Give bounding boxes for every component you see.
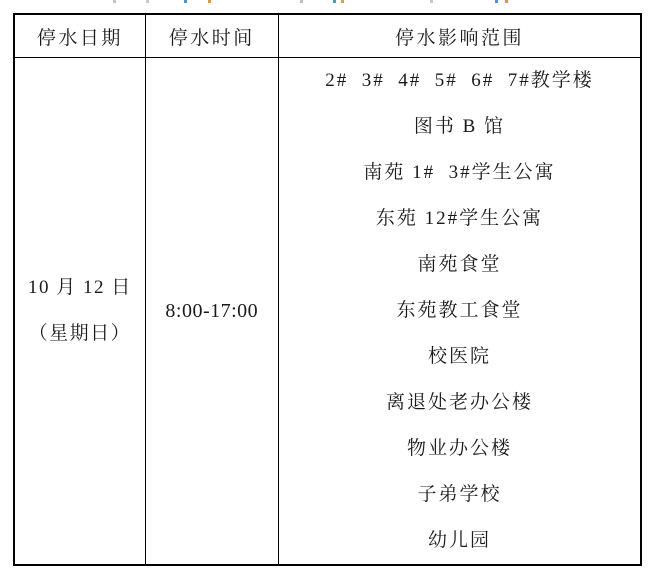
affected-area-line: 子弟学校 xyxy=(417,484,502,505)
header-outage-time: 停水时间 xyxy=(145,14,278,58)
affected-area-line: 校医院 xyxy=(427,346,491,367)
date-text: 10 月 12 日 xyxy=(27,277,132,298)
affected-area-line: 离退处老办公楼 xyxy=(385,392,533,413)
weekday-text: （星期日） xyxy=(28,323,132,344)
date-cell xyxy=(14,58,145,566)
affected-area-line: 物业办公楼 xyxy=(406,438,512,459)
table-header-row xyxy=(14,14,641,58)
affected-area-line: 图书 B 馆 xyxy=(413,116,506,137)
affected-area-line: 东苑教工食堂 xyxy=(396,300,523,321)
header-outage-date: 停水日期 xyxy=(14,14,145,58)
affected-area-line: 东苑 12#学生公寓 xyxy=(375,208,544,229)
affected-area-line: 幼儿园 xyxy=(427,530,491,551)
table-row xyxy=(14,58,641,566)
affected-areas-cell xyxy=(278,58,641,566)
water-outage-table xyxy=(13,13,642,566)
cropped-text-remnant xyxy=(0,0,653,4)
affected-area-line: 2# 3# 4# 5# 6# 7#教学楼 xyxy=(325,70,594,91)
time-cell xyxy=(145,58,278,566)
affected-area-line: 南苑食堂 xyxy=(417,254,502,275)
time-text: 8:00-17:00 xyxy=(165,299,259,322)
affected-area-line: 南苑 1# 3#学生公寓 xyxy=(363,162,556,183)
header-affected-scope: 停水影响范围 xyxy=(278,14,641,58)
